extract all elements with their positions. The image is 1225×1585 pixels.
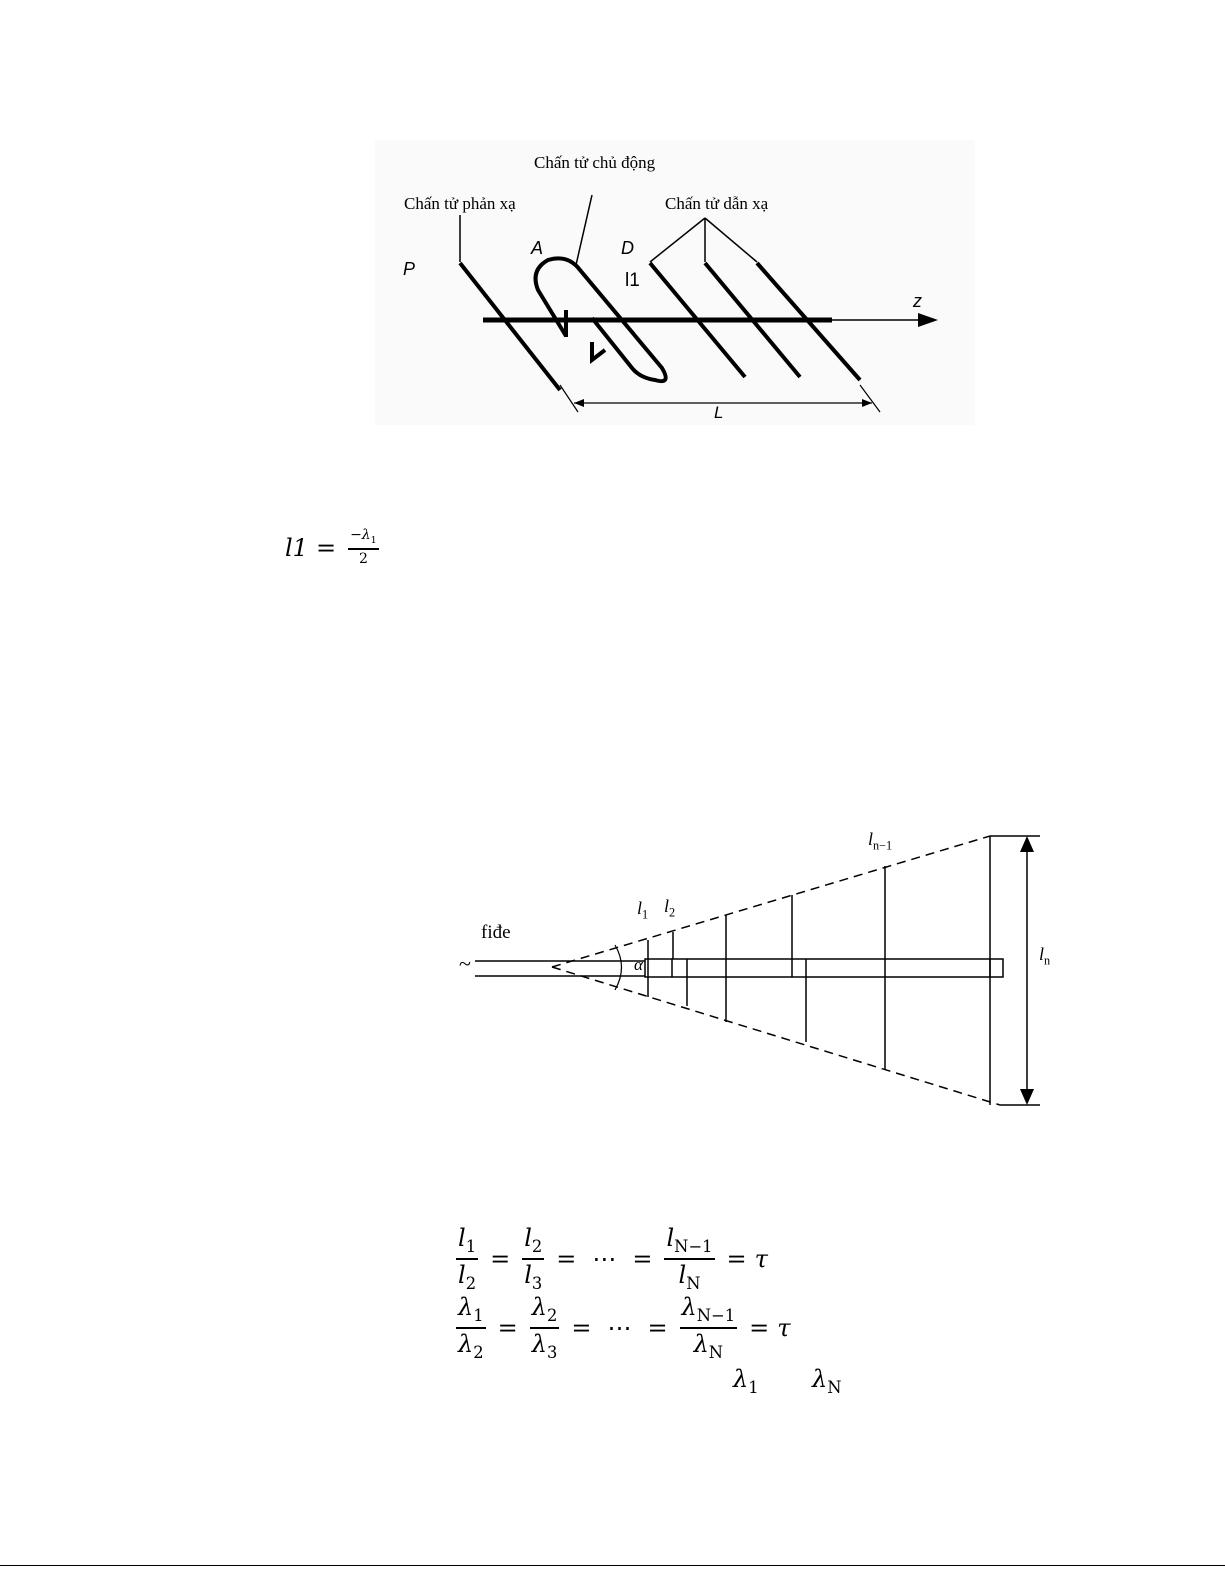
ln-arrow-bottom [1020,1089,1034,1105]
envelope-upper [552,836,990,967]
label-director-element: Chấn tử dẫn xạ [665,194,769,213]
label-l2-fig2: $l_2$ [664,896,676,920]
label-active-element: Chấn tử chủ động [534,153,656,172]
boom [645,959,1003,977]
formula-l1-eq: = [315,533,337,562]
ln-arrow-top [1020,836,1034,852]
tau-row-1: τ [754,1244,768,1273]
label-reflector-element: Chấn tử phản xạ [404,194,516,213]
label-ln-fig2: $l_n$ [1039,944,1051,968]
label-ln-1-fig2: $l_{n-1}$ [868,829,893,853]
formula-l1-num-sub: 1 [370,534,377,546]
tau-row-2: τ [777,1313,791,1342]
formula-l1-num: −λ [350,527,371,543]
feeder-label: fiđe [481,922,511,943]
letter-d: D [621,238,634,258]
label-l1-fig2: $l_1$ [637,898,649,922]
label-l1: l1 [625,270,640,291]
angle-arc [615,945,622,990]
equation-row-2: $\frac{\lambda_1}{\lambda_2}$ = $\frac{\lambda_2}{\lambda_3}$ = ⋯ = $\frac{\lambda_{N-1}}{\lambda_N}$ = τ [458,1293,791,1362]
lambda-n: $\lambda_N$ [812,1365,842,1397]
letter-p: P [403,259,416,279]
page-bottom-rule [0,1565,1225,1566]
letter-a: A [531,238,544,258]
formula-l1-lhs: l1 [285,533,308,562]
equation-row-1: $\frac{l_1}{l_2}$ = $\frac{l_2}{l_3}$ = ⋯ = $\frac{l_{N-1}}{l_N}$ = τ [458,1224,768,1293]
length-l-label: L [714,403,724,422]
formula-l1-den: 2 [358,551,368,568]
source-symbol: ~ [459,951,471,976]
lambda-1: $\lambda_1$ [733,1365,759,1397]
envelope-lower [552,967,1000,1105]
angle-label: α [634,955,643,974]
axis-z-label: z [913,291,922,311]
